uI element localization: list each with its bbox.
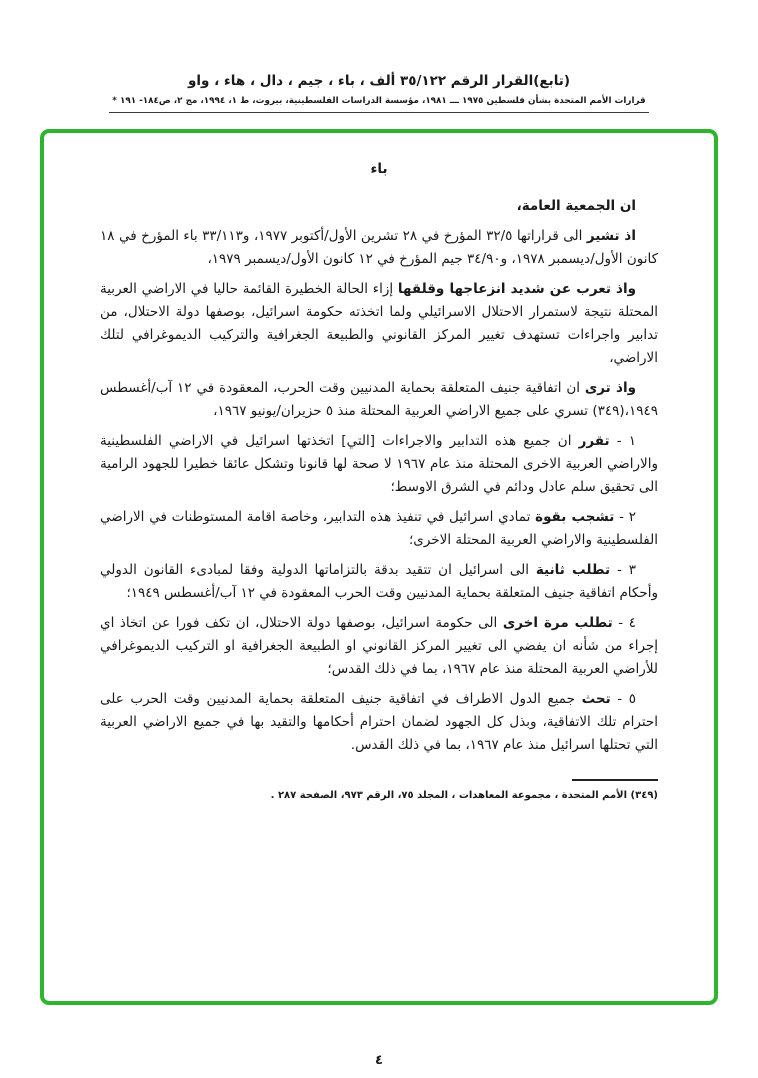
- paragraph-number: ٢ -: [614, 508, 636, 525]
- paragraph-text: ان جميع هذه التدابير والاجراءات [التي] اتخذتها اسرائيل في الاراضي الفلسطينية والاراضي العربية الاخرى المحتلة منذ عام ١٩٦٧ لا صحة لها قانونا وتشكل عائقا خطيرا للجهود الرامية الى تحقيق سلم عادل ودائم في الشرق الاوسط؛: [100, 432, 658, 495]
- source-citation: قرارات الأمم المتحدة بشأن فلسطين ١٩٧٥ ـــ ١٩٨١، مؤسسة الدراسات الفلسطينية، بيروت، ط ١، ١٩٩٤، مج ٢، ص١٨٤- ١٩١ *: [109, 96, 649, 113]
- paragraph-lead: اذ تشير: [586, 227, 636, 244]
- paragraph-lead: واذ تعرب عن شديد انزعاجها وقلقها: [397, 280, 636, 297]
- paragraph-text: إزاء الحالة الخطيرة القائمة حاليا في الاراضي العربية المحتلة نتيجة لاستمرار الاحتلال الاسرائيلي ولما اتخذته حكومة اسرائيل، بوصفها دولة الاحتلال، من تدابير واجراءات تستهدف تغيير المركز القانوني والطبيعة الجغرافية والتركيب الديموغرافي لتلك الاراضي،: [100, 280, 658, 366]
- document-header: [109, 0, 649, 113]
- paragraph-lead: تحث: [581, 690, 611, 707]
- operative-paragraph-1: [100, 430, 658, 499]
- paragraph-recalling: [100, 225, 658, 271]
- paragraph-number: ٥ -: [610, 690, 636, 707]
- paragraph-lead: ان الجمعية العامة،: [516, 197, 636, 214]
- paragraph-text: الى اسرائيل ان تتقيد بدقة بالتزاماتها الدولية وفقا لمبادىء القانون الدولي وأحكام اتفاقية جنيف المتعلقة بحماية المدنيين وقت الحرب المعقودة في ١٢ آب/أغسطس ١٩٤٩؛: [100, 561, 658, 601]
- operative-paragraph-2: [100, 506, 658, 552]
- paragraph-number: ١ -: [609, 432, 636, 449]
- paragraph-lead: تطلب مرة اخرى: [502, 614, 613, 631]
- paragraph-number: ٤ -: [612, 614, 636, 631]
- paragraph-lead: تطلب ثانية: [535, 561, 611, 578]
- paragraph-lead: تقرر: [578, 432, 610, 449]
- footnote-text: (٣٤٩) الأمم المتحدة ، مجموعة المعاهدات ، المجلد ٧٥، الرقم ٩٧٣، الصفحة ٢٨٧ .: [270, 789, 658, 801]
- paragraph-text: الى حكومة اسرائيل، بوصفها دولة الاحتلال، ان تكف فورا عن اتخاذ اي إجراء من شأنه ان يفضي الى تغيير المركز القانوني او الطبيعة الجغرافية او التركيب الديموغرافي للأراضي العربية المحتلة منذ عام ١٩٦٧، بما في ذلك القدس؛: [100, 614, 658, 677]
- paragraph-general-assembly: [100, 195, 658, 218]
- paragraph-alarmed: [100, 278, 658, 370]
- paragraph-text: جميع الدول الاطراف في اتفاقية جنيف المتعلقة بحماية المدنيين وقت الحرب على احترام تلك الاتفاقية، وبذل كل الجهود لضمان احترام أحكامها والتقيد بها في جميع الاراضي العربية التي تحتلها اسرائيل منذ عام ١٩٦٧، بما في ذلك القدس.: [100, 690, 658, 753]
- paragraph-considering: [100, 377, 658, 423]
- paragraph-number: ٣ -: [610, 561, 636, 578]
- green-frame: [40, 129, 718, 1005]
- footnote-separator: [572, 779, 658, 781]
- resolution-title: (تابع)القرار الرقم ٣٥/١٢٢ ألف ، باء ، جيم ، دال ، هاء ، واو: [187, 73, 571, 89]
- paragraph-text: ان اتفاقية جنيف المتعلقة بحماية المدنيين وقت الحرب، المعقودة في ١٢ آب/أغسطس ١٩٤٩،(٣٤٩) تسري على جميع الاراضي العربية المحتلة منذ ٥ حزيران/يونيو ١٩٦٧،: [100, 379, 658, 419]
- operative-paragraph-5: [100, 688, 658, 757]
- paragraph-text: تمادي اسرائيل في تنفيذ هذه التدابير، وخاصة اقامة المستوطنات في الاراضي الفلسطينية والاراضي العربية المحتلة الاخرى؛: [100, 508, 658, 548]
- paragraph-lead: واذ ترى: [584, 379, 636, 396]
- operative-paragraph-4: [100, 612, 658, 681]
- page-number: ٤: [375, 1053, 383, 1068]
- paragraph-text: الى قراراتها ٣٢/٥ المؤرخ في ٢٨ تشرين الأول/أكتوبر ١٩٧٧، و٣٣/١١٣ باء المؤرخ في ١٨ كانون الأول/ديسمبر ١٩٧٨، و٣٤/٩٠ جيم المؤرخ في ١٢ كانون الأول/ديسمبر ١٩٧٩،: [100, 227, 658, 267]
- section-letter: باء: [370, 160, 388, 177]
- operative-paragraph-3: [100, 559, 658, 605]
- paragraph-lead: تشجب بقوة: [535, 508, 615, 525]
